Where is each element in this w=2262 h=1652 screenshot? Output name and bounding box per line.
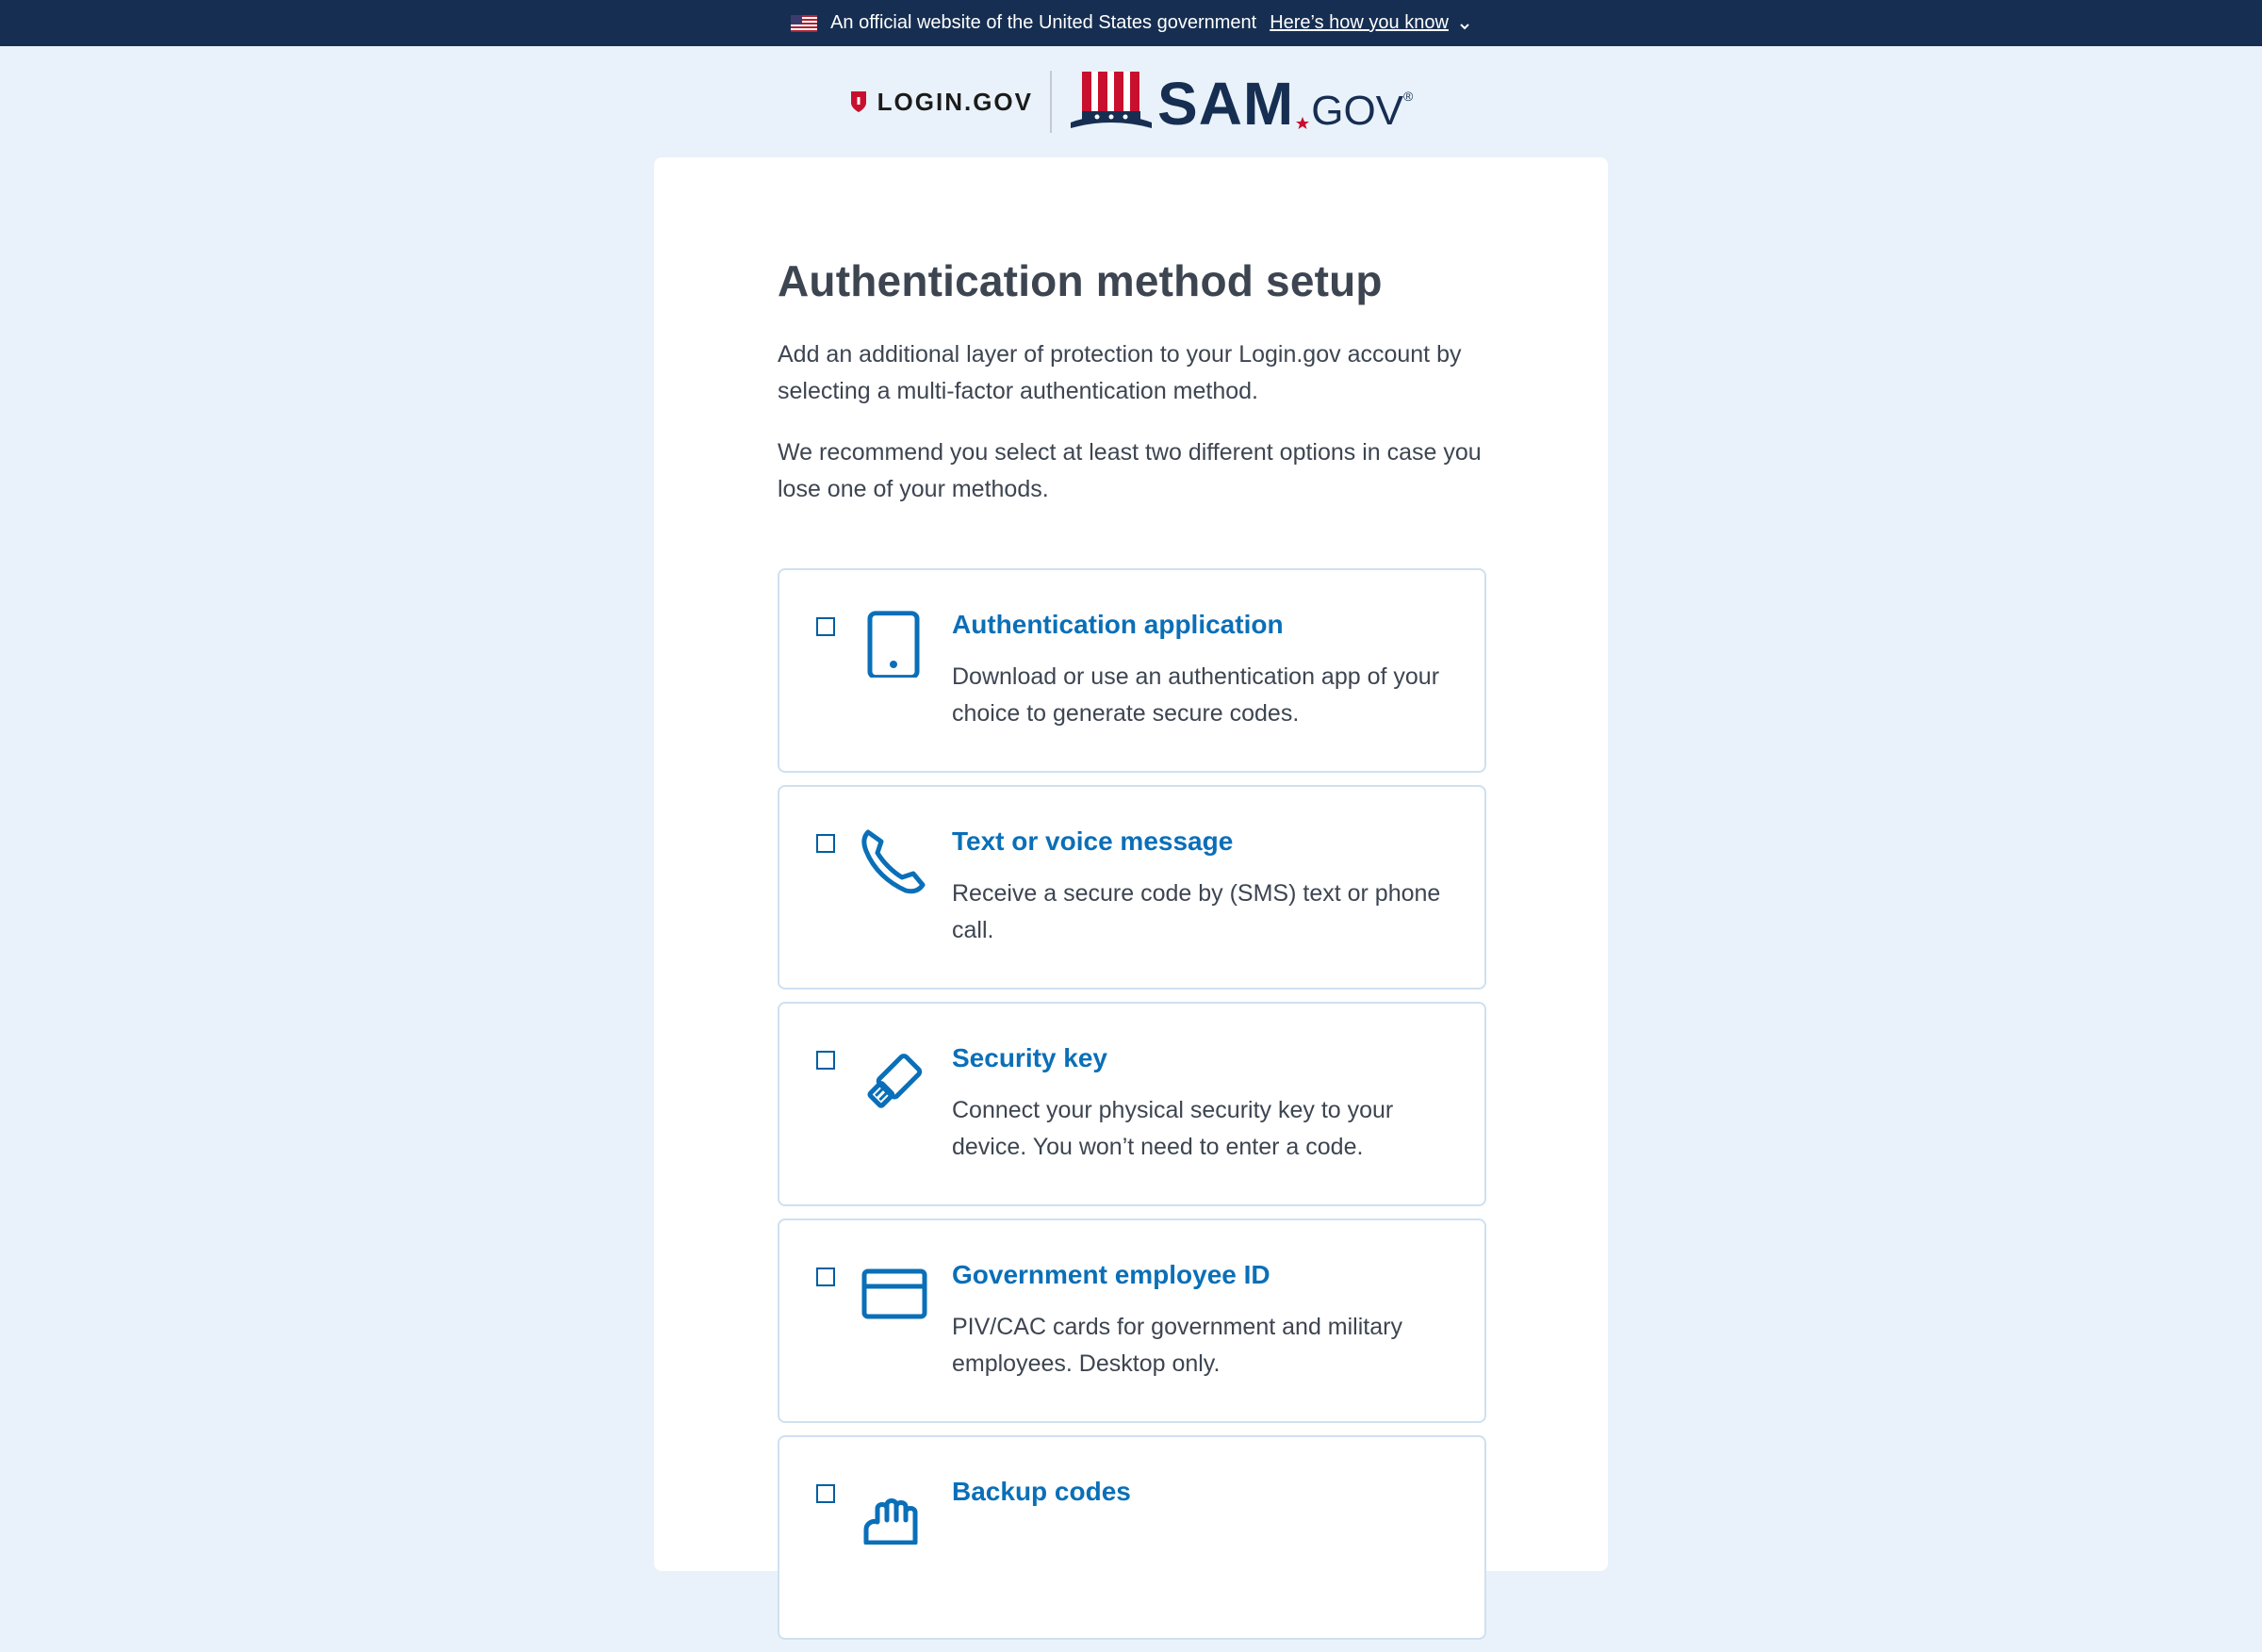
phone-handset-icon bbox=[861, 826, 928, 894]
option-government-employee-id[interactable] bbox=[778, 1219, 1486, 1423]
security-key-icon bbox=[861, 1043, 928, 1111]
heres-how-you-know-label: Here’s how you know bbox=[1270, 12, 1449, 33]
checkbox[interactable] bbox=[816, 1268, 835, 1286]
main-card bbox=[654, 157, 1608, 1571]
option-backup-codes[interactable] bbox=[778, 1435, 1486, 1640]
chevron-down-icon bbox=[1458, 17, 1471, 30]
option-title: Backup codes bbox=[952, 1477, 1131, 1506]
option-description: Connect your physical security key to your device. You won’t need to enter a code. bbox=[952, 1097, 1394, 1160]
us-flag-icon bbox=[791, 15, 817, 32]
logo-divider bbox=[1050, 71, 1052, 133]
backup-codes-icon bbox=[861, 1477, 928, 1545]
heres-how-you-know-link[interactable] bbox=[1270, 12, 1471, 34]
sam-logo-main: SAM bbox=[1157, 70, 1295, 138]
gov-banner bbox=[0, 0, 2262, 46]
recommend-text: We recommend you select at least two different options in case you lose one of your methods. bbox=[778, 439, 1482, 502]
checkbox[interactable] bbox=[816, 1051, 835, 1070]
option-authentication-application[interactable] bbox=[778, 568, 1486, 773]
uncle-sam-hat-icon bbox=[1069, 70, 1154, 134]
login-gov-logo[interactable] bbox=[849, 88, 1033, 117]
sam-logo-registered: ® bbox=[1403, 89, 1414, 104]
checkbox[interactable] bbox=[816, 834, 835, 853]
intro-text: Add an additional layer of protection to your Login.gov account by selecting a multi-factor authentication method. bbox=[778, 341, 1462, 404]
site-header bbox=[0, 46, 2262, 157]
option-security-key[interactable] bbox=[778, 1002, 1486, 1206]
id-card-icon bbox=[861, 1260, 928, 1328]
option-title: Government employee ID bbox=[952, 1260, 1270, 1289]
main-content bbox=[778, 255, 1484, 1652]
page-title: Authentication method setup bbox=[778, 256, 1383, 305]
checkbox[interactable] bbox=[816, 617, 835, 636]
option-description: Download or use an authentication app of your choice to generate secure codes. bbox=[952, 663, 1440, 727]
option-description: PIV/CAC cards for government and military employees. Desktop only. bbox=[952, 1314, 1402, 1377]
gov-banner-text: An official website of the United States government bbox=[830, 12, 1257, 33]
mfa-options-list bbox=[778, 568, 1484, 1640]
option-text-or-voice[interactable] bbox=[778, 785, 1486, 990]
option-title: Security key bbox=[952, 1043, 1107, 1072]
shield-icon bbox=[849, 90, 868, 114]
sam-logo-suffix: GOV bbox=[1311, 88, 1404, 134]
option-description: Receive a secure code by (SMS) text or phone call. bbox=[952, 880, 1441, 943]
login-gov-logo-text: LOGIN.GOV bbox=[877, 87, 1033, 116]
sam-gov-logo[interactable] bbox=[1069, 70, 1414, 138]
star-icon bbox=[1296, 117, 1309, 130]
option-title: Text or voice message bbox=[952, 826, 1234, 856]
checkbox[interactable] bbox=[816, 1484, 835, 1503]
phone-device-icon bbox=[861, 610, 928, 678]
option-title: Authentication application bbox=[952, 610, 1284, 639]
